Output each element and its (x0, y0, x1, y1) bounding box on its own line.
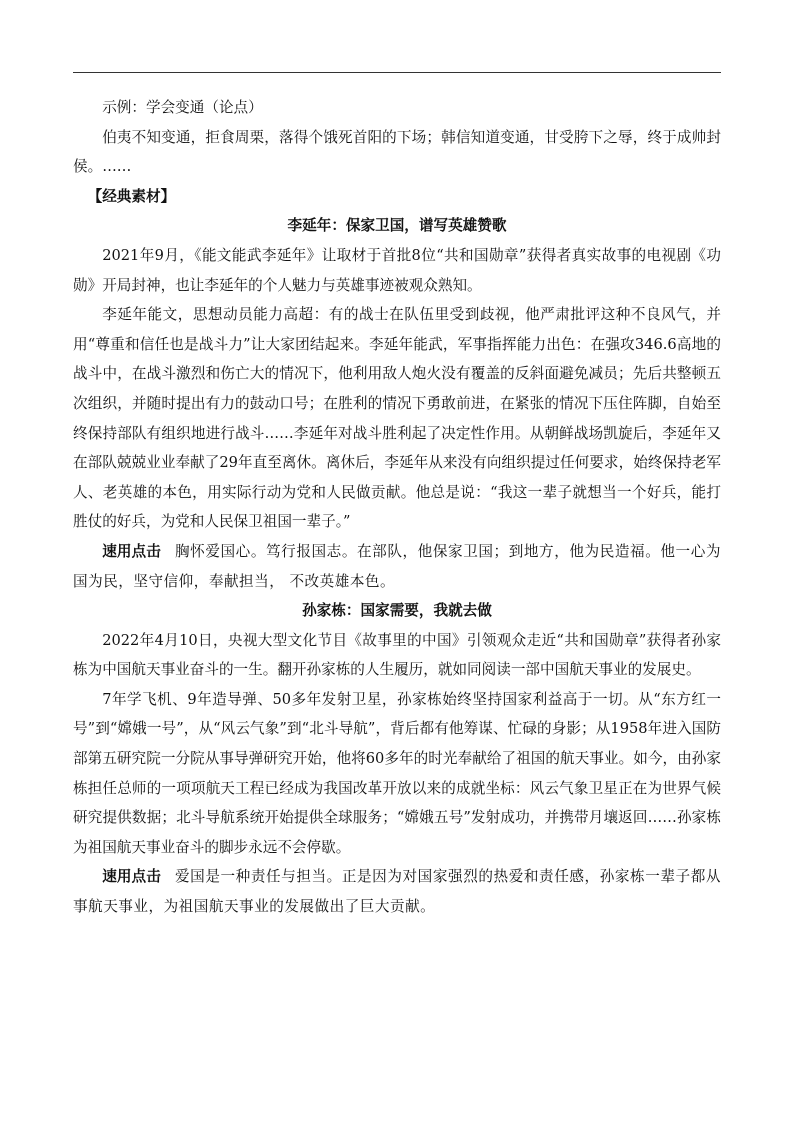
comment-paragraph (73, 862, 721, 921)
header-rule (73, 72, 721, 73)
article-paragraph: 李延年能文，思想动员能力高超：有的战士在队伍里受到歧视，他严肃批评这种不良风气，并用“尊重和信任也是战斗力”让大家团结起来。李延年能武，军事指挥能力出色：在强攻346.6高地的战斗中，在战斗激烈和伤亡大的情况下，他利用敌人炮火没有覆盖的反斜面避免减员；先后共整顿五次组织，并随时提出有力的鼓动口号；在胜利的情况下勇敢前进，在紧张的情况下压住阵脚，自始至终保持部队有组织地进行战斗……李延年对战斗胜利起了决定性作用。从朝鲜战场凯旋后，李延年又在部队兢兢业业奉献了29年直至离休。离休后，李延年从来没有向组织提过任何要求，始终保持老军人、老英雄的本色，用实际行动为党和人民做贡献。他总是说：“我这一辈子就想当一个好兵，能打胜仗的好兵，为党和人民保卫祖国一辈子。” (73, 306, 721, 531)
comment-text: 胸怀爱国心。笃行报国志。在部队，他保家卫国；到地方，他为民造福。他一心为国为民，坚守信仰，奉献担当， 不改英雄本色。 (73, 542, 721, 590)
article-title: 孙家栋：国家需要，我就去做 (302, 602, 492, 620)
comment-text: 爱国是一种责任与担当。正是因为对国家强烈的热爱和责任感，孙家栋一辈子都从事航天事业，为祖国航天事业的发展做出了巨大贡献。 (73, 868, 721, 916)
comment-label: 速用点击 (102, 542, 161, 560)
article-paragraph: 2021年9月，《能文能武李延年》让取材于首批8位“共和国勋章”获得者真实故事的电视剧《功勋》开局封神，也让李延年的个人魅力与英雄事迹被观众熟知。 (73, 246, 721, 294)
comment-label: 速用点击 (102, 868, 161, 886)
example-heading: 示例：学会变通（论点） (102, 99, 263, 116)
article-paragraph: 2022年4月10日，央视大型文化节目《故事里的中国》引领观众走近“共和国勋章”获得者孙家栋为中国航天事业奋斗的一生。翻开孙家栋的人生履历，就如同阅读一部中国航天事业的发展史。 (73, 631, 721, 679)
article-title: 李延年：保家卫国，谱写英雄赞歌 (287, 217, 507, 235)
section-heading: 【经典素材】 (87, 187, 176, 205)
page-content (73, 93, 721, 922)
comment-paragraph (73, 537, 721, 596)
article-paragraph: 7年学飞机、9年造导弹、50多年发射卫星，孙家栋始终坚持国家利益高于一切。从“东方红一号”到“嫦娥一号”，从“风云气象”到“北斗导航”，背后都有他筹谋、忙碌的身影；从1958年进入国防部第五研究院一分院从事导弹研究开始，他将60多年的时光奉献给了祖国的航天事业。如今，由孙家栋担任总师的一项项航天工程已经成为我国改革开放以来的成就坐标：风云气象卫星正在为世界气候研究提供数据；北斗导航系统开始提供全球服务；“嫦娥五号”发射成功，并携带月壤返回……孙家栋为祖国航天事业奋斗的脚步永远不会停歇。 (73, 690, 721, 856)
example-text: 伯夷不知变通，拒食周栗，落得个饿死首阳的下场；韩信知道变通，甘受胯下之辱，终于成帅封侯。…… (73, 128, 721, 176)
